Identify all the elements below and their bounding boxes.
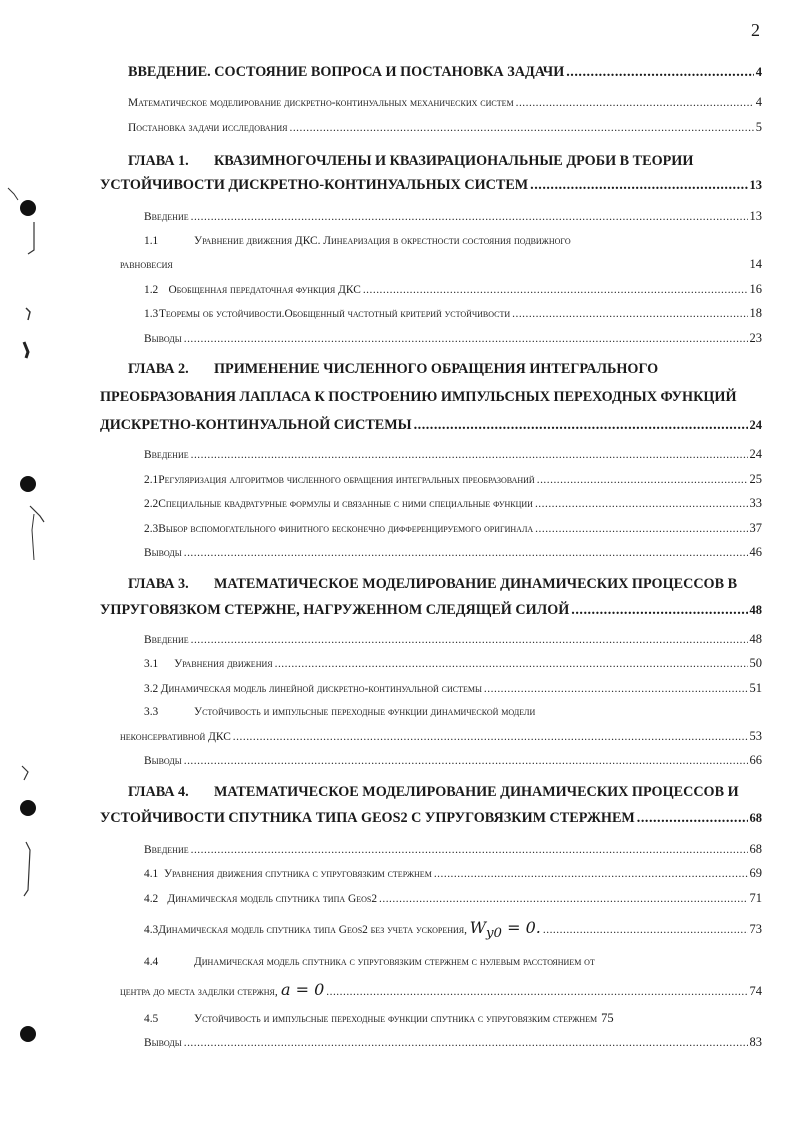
entry-page: 51: [749, 680, 762, 695]
entry-number: 4.4: [144, 956, 159, 969]
entry-page: 18: [749, 306, 762, 320]
entry-number: 4.5: [144, 1012, 159, 1025]
intro-heading: [128, 60, 762, 84]
entry-page: 13: [749, 209, 762, 223]
toc-entry: [144, 302, 762, 327]
entry-label: Выводы: [144, 1037, 182, 1050]
toc-entry: [144, 468, 762, 493]
entry-number: 4.3: [144, 924, 159, 936]
leader-dots: [379, 888, 747, 912]
chapter-heading: [128, 149, 762, 173]
toc-entry-cont: [120, 725, 762, 750]
toc-entry: [144, 951, 762, 975]
entry-page: 46: [749, 545, 762, 559]
chapter-number: ГЛАВА 4.: [128, 783, 189, 800]
entry-label: Введение: [144, 843, 189, 856]
entry-label: Регуляризация алгоритмов численного обращения интегральных преобразований: [158, 473, 535, 486]
leader-dots: [191, 444, 748, 468]
intro-title: ВВЕДЕНИЕ. СОСТОЯНИЕ ВОПРОСА И ПОСТАНОВКА ЗАДАЧИ: [128, 64, 565, 80]
toc-entry: [144, 862, 762, 887]
entry-label: Выводы: [144, 755, 182, 767]
entry-label: Уравнения движения спутника с упруговязким стержнем: [163, 868, 432, 880]
entry-label-cont: центра до места заделки стержня,: [120, 985, 278, 998]
entry-label: Устойчивость и импульсные переходные функции спутника с упруговязким стержнем: [194, 1012, 598, 1025]
leader-dots: [233, 726, 748, 750]
chapter-2-block: [100, 357, 762, 566]
entry-label: Теоремы об устойчивости.Обобщенный частотный критерий устойчивости: [158, 308, 511, 320]
entry-number: 3.1: [144, 658, 159, 670]
leader-dots: [184, 328, 748, 352]
entry-number: 2.2: [144, 498, 159, 510]
entry-page: 33: [749, 496, 762, 510]
entry-number: 3.2: [144, 682, 159, 695]
entry-page: 83: [749, 1035, 762, 1050]
toc-entry: [144, 749, 762, 774]
entry-page: 50: [749, 656, 762, 670]
leader-dots: [289, 117, 753, 141]
entry-page: 4: [755, 95, 762, 109]
leader-dots: [566, 60, 754, 84]
binder-margin: [0, 0, 60, 1130]
chapter-number: ГЛАВА 3.: [128, 575, 189, 592]
chapter-number: ГЛАВА 1.: [128, 153, 189, 169]
chapter-title: МАТЕМАТИЧЕСКОЕ МОДЕЛИРОВАНИЕ ДИНАМИЧЕСКИХ ПРОЦЕССОВ В: [214, 575, 738, 592]
leader-dots: [434, 863, 748, 887]
entry-label-cont: равновесия: [120, 259, 173, 271]
chapter-4-block: [100, 780, 762, 1056]
toc-entry: [144, 911, 762, 951]
entry-label: Введение: [144, 449, 189, 461]
leader-dots: [191, 839, 748, 863]
leader-dots: [571, 598, 747, 622]
intro-block: [128, 60, 762, 140]
leader-dots: [530, 173, 747, 197]
chapter-heading: [128, 572, 762, 596]
leader-dots: [326, 977, 747, 1007]
chapter-title: МАТЕМАТИЧЕСКОЕ МОДЕЛИРОВАНИЕ ДИНАМИЧЕСКИХ ПРОЦЕССОВ И: [214, 783, 739, 800]
entry-page: 25: [749, 471, 762, 486]
entry-page: 5: [755, 119, 762, 134]
entry-label: Введение: [144, 211, 189, 223]
chapter-3-block: [100, 572, 762, 774]
toc-entry-cont: [120, 975, 762, 1007]
chapter-title-line2: ПРЕОБРАЗОВАНИЯ ЛАПЛАСА К ПОСТРОЕНИЮ ИМПУЛЬСНЫХ ПЕРЕХОДНЫХ ФУНКЦИЙ: [100, 389, 737, 405]
entry-page: 71: [749, 890, 762, 905]
entry-label: Динамическая модель спутника типа Geos2 без учета ускорения,: [158, 924, 467, 936]
entry-page: 37: [749, 520, 762, 535]
toc-entry: [144, 541, 762, 566]
leader-dots: [275, 653, 748, 677]
chapter-title-last: ДИСКРЕТНО-КОНТИНУАЛЬНОЙ СИСТЕМЫ: [100, 417, 412, 433]
chapter-title-last: УСТОЙЧИВОСТИ ДИСКРЕТНО-КОНТИНУАЛЬНЫХ СИСТЕМ: [100, 177, 529, 193]
chapter-heading-last: [100, 413, 762, 437]
entry-number: 2.1: [144, 473, 159, 486]
chapter-heading-last: [100, 173, 762, 197]
toc-entry: [144, 1031, 762, 1056]
entry-page: 69: [749, 866, 762, 880]
entry-label: Уравнения движения: [174, 658, 273, 670]
toc-entry: [144, 517, 762, 542]
table-of-contents: [100, 60, 762, 1056]
leader-dots: [414, 413, 748, 437]
entry-label: Выводы: [144, 332, 182, 345]
leader-dots: [537, 469, 748, 493]
entry-number: 1.3: [144, 308, 159, 320]
entry-page: 73: [749, 922, 762, 936]
entry-label-cont: неконсервативной ДКС: [120, 730, 231, 743]
toc-entry: [144, 677, 762, 702]
intro-page: 4: [755, 65, 762, 79]
toc-entry: [144, 278, 762, 303]
entry-label: Устойчивость и импульсные переходные функции динамической модели: [194, 706, 536, 718]
toc-entry: [144, 492, 762, 517]
chapter-heading-last: [100, 806, 762, 830]
toc-entry: [144, 327, 762, 352]
toc-entry: [144, 628, 762, 653]
page-number: 2: [751, 20, 760, 40]
entry-label: Выводы: [144, 547, 182, 559]
leader-dots: [191, 206, 748, 230]
entry-label: Динамическая модель спутника типа Geos2: [167, 892, 378, 905]
toc-entry: [144, 652, 762, 677]
entry-page: 75: [601, 1010, 614, 1025]
entry-number: 4.1: [144, 868, 159, 880]
entry-label: Обобщенная передаточная функция ДКС: [168, 283, 361, 296]
margin-scribbles: [0, 0, 60, 1130]
entry-label: Математическое моделирование дискретно-континуальных механических систем: [128, 97, 514, 109]
chapter-heading: [128, 780, 762, 804]
entry-label: Динамическая модель линейной дискретно-континуальной системы: [160, 682, 482, 695]
entry-page: 68: [749, 841, 762, 856]
leader-dots: [512, 303, 747, 327]
chapter-heading: [128, 357, 762, 381]
entry-number: 4.2: [144, 892, 159, 905]
toc-entry: [144, 1007, 762, 1032]
leader-dots: [637, 806, 748, 830]
entry-page: 74: [749, 983, 762, 998]
leader-dots: [191, 629, 748, 653]
entry-page: 53: [749, 728, 762, 743]
leader-dots: [484, 678, 748, 702]
chapter-heading-last: [100, 598, 762, 622]
entry-number: 2.3: [144, 522, 159, 535]
entry-label: Уравнение движения ДКС. Линеаризация в окрестности состояния подвижного: [194, 234, 571, 247]
entry-number: 1.2: [144, 283, 159, 296]
chapter-page: 48: [749, 602, 762, 617]
math-formula: a = 0: [280, 979, 325, 999]
chapter-title: КВАЗИМНОГОЧЛЕНЫ И КВАЗИРАЦИОНАЛЬНЫЕ ДРОБИ В ТЕОРИИ: [214, 153, 694, 169]
leader-dots: [535, 493, 748, 517]
toc-entry-cont: [120, 253, 762, 278]
toc-entry: [144, 701, 762, 725]
leader-dots: [184, 750, 748, 774]
leader-dots: [535, 518, 747, 542]
chapter-title-last: УСТОЙЧИВОСТИ СПУТНИКА ТИПА GEOS2 С УПРУГОВЯЗКИМ СТЕРЖНЕМ: [100, 809, 635, 826]
entry-label: Выбор вспомогательного финитного бесконечно дифференцируемого оригинала: [158, 522, 534, 535]
toc-entry: [128, 91, 762, 116]
entry-page: 48: [749, 631, 762, 646]
math-formula: $W_{y0} = 0$.: [469, 918, 541, 942]
toc-entry: [144, 887, 762, 912]
toc-entry: [144, 443, 762, 468]
toc-entry: [144, 230, 762, 254]
entry-label: Динамическая модель спутника с упруговязким стержнем с нулевым расстоянием от: [194, 956, 595, 969]
chapter-page: 13: [749, 178, 762, 192]
entry-label: Специальные квадратурные формулы и связанные с ними специальные функции: [158, 498, 533, 510]
leader-dots: [184, 542, 748, 566]
chapter-title-last: УПРУГОВЯЗКОМ СТЕРЖНЕ, НАГРУЖЕННОМ СЛЕДЯЩЕЙ СИЛОЙ: [100, 601, 570, 618]
entry-page: 66: [749, 753, 762, 767]
leader-dots: [543, 913, 748, 947]
chapter-page: 24: [749, 418, 762, 432]
chapter-page: 68: [749, 810, 762, 825]
entry-page: 24: [749, 447, 762, 461]
chapter-1-block: [100, 149, 762, 351]
entry-page: 16: [749, 281, 762, 296]
entry-page: 14: [749, 257, 762, 271]
entry-label: Введение: [144, 633, 189, 646]
chapter-number: ГЛАВА 2.: [128, 361, 189, 377]
toc-entry: [128, 116, 762, 141]
leader-dots: [184, 1032, 748, 1056]
toc-entry: [144, 838, 762, 863]
leader-dots: [363, 279, 748, 303]
toc-entry: [144, 205, 762, 230]
leader-dots: [516, 92, 754, 116]
chapter-heading-line2: [100, 385, 762, 409]
entry-number: 1.1: [144, 234, 159, 247]
entry-number: 3.3: [144, 706, 159, 718]
chapter-title: ПРИМЕНЕНИЕ ЧИСЛЕННОГО ОБРАЩЕНИЯ ИНТЕГРАЛЬНОГО: [214, 361, 659, 377]
entry-page: 23: [749, 330, 762, 345]
entry-label: Постановка задачи исследования: [128, 121, 288, 134]
